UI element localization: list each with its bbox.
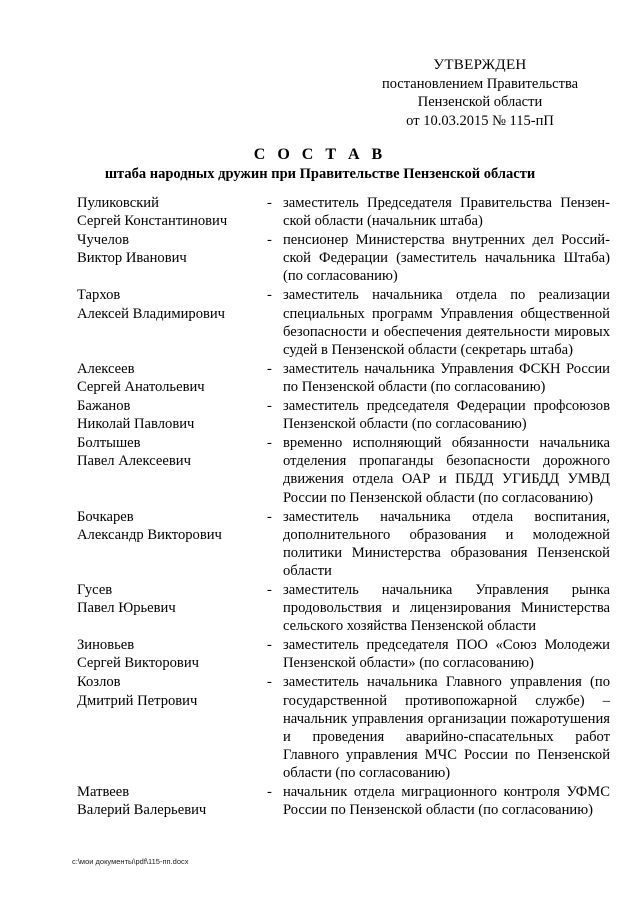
member-name: [77, 581, 267, 635]
member-name: [77, 636, 267, 672]
member-surname: Бажанов: [77, 398, 131, 415]
separator-dash: -: [267, 360, 272, 377]
member-name: [77, 360, 267, 396]
member-surname: Пуликовский: [77, 195, 159, 211]
member-given-names: Александр Викторович: [77, 526, 222, 543]
document-title: С О С Т А В: [253, 146, 387, 163]
member-position: временно исполняющий обязанности начальника отделения пропаганды безопасности дорожного движения отдела ОАР и ПБДД УГИБДД УМВД России по Пензенской области (по согласованию): [283, 435, 610, 506]
member-given-names: Алексей Владимирович: [77, 305, 226, 322]
member-row: [77, 360, 610, 396]
member-given-names: Сергей Анатольевич: [77, 378, 205, 395]
separator-dash: -: [267, 435, 272, 452]
member-position: заместитель начальника отдела по реализации специальных программ Управления общественной безопасности и обеспечения деятельности мировых судей в Пензенской области (секретарь штаба): [283, 287, 610, 358]
separator-dash: -: [267, 581, 272, 598]
approval-line-1: постановлением Правительства: [381, 75, 579, 92]
member-surname: Алексеев: [77, 360, 135, 377]
member-row: [77, 194, 610, 230]
member-given-names: Валерий Валерьевич: [77, 802, 207, 819]
member-given-names: Дмитрий Петрович: [77, 692, 198, 709]
approval-line-3: от 10.03.2015 № 115-пП: [406, 112, 554, 129]
member-position: заместитель председателя ПОО «Союз Молодежи Пензенской области» (по согласованию): [283, 637, 610, 672]
member-row: [77, 783, 610, 819]
separator-dash: -: [267, 508, 272, 525]
separator-dash: -: [267, 398, 272, 415]
member-name: [77, 673, 267, 782]
member-row: [77, 397, 610, 433]
member-row: [77, 508, 610, 580]
document-heading: [0, 145, 640, 184]
separator-dash: -: [267, 674, 272, 691]
approval-line-2: Пензенской области: [417, 94, 543, 110]
file-path-footer: c:\мои документы\pdf\115-пп.docx: [72, 857, 189, 866]
member-position: заместитель председателя Федерации профсоюзов Пензенской области (по согласованию): [283, 398, 610, 433]
member-surname: Бочкарев: [77, 508, 134, 525]
members-list: [77, 194, 610, 820]
separator-dash: -: [267, 637, 272, 654]
member-surname: Тархов: [77, 287, 121, 304]
member-surname: Матвеев: [77, 784, 130, 800]
member-given-names: Николай Павлович: [77, 416, 195, 433]
member-row: [77, 286, 610, 358]
member-row: [77, 673, 610, 782]
member-name: [77, 194, 267, 230]
member-position: заместитель начальника Главного управления (по государственной противопожарной службе) – начальник управления организации пожаротушения и проведения аварийно-спасательных работ Главного управления МЧС России по Пензенской области (по согласованию): [283, 674, 610, 781]
member-row: [77, 231, 610, 285]
member-position: заместитель начальника Управления ФСКН России по Пензенской области (по согласованию): [283, 360, 610, 395]
member-position: заместитель начальника отдела воспитания, дополнительного образования и молодежной политики Министерства образования Пензенской области: [283, 508, 610, 579]
member-given-names: Павел Юрьевич: [77, 600, 176, 617]
member-given-names: Сергей Викторович: [77, 655, 199, 672]
separator-dash: -: [267, 195, 272, 211]
member-surname: Гусев: [77, 581, 113, 598]
member-position: начальник отдела миграционного контроля УФМС России по Пензенской области (по согласованию): [283, 784, 610, 819]
separator-dash: -: [267, 287, 272, 304]
member-name: [77, 397, 267, 433]
separator-dash: -: [267, 784, 272, 800]
member-name: [77, 434, 267, 506]
member-row: [77, 434, 610, 506]
member-given-names: Павел Алексеевич: [77, 453, 191, 470]
member-row: [77, 581, 610, 635]
member-given-names: Сергей Константинович: [77, 213, 228, 230]
member-surname: Козлов: [77, 674, 121, 691]
member-given-names: Виктор Иванович: [77, 250, 187, 267]
separator-dash: -: [267, 232, 272, 249]
approval-block: [360, 56, 600, 130]
member-position: заместитель Председателя Правительства Пензенской области (начальник штаба): [283, 195, 610, 230]
member-row: [77, 636, 610, 672]
member-name: [77, 783, 267, 819]
member-surname: Болтышев: [77, 435, 141, 452]
member-surname: Чучелов: [77, 232, 130, 249]
member-name: [77, 286, 267, 358]
member-surname: Зиновьев: [77, 637, 135, 654]
document-subtitle: штаба народных дружин при Правительстве Пензенской области: [104, 166, 536, 182]
member-position: пенсионер Министерства внутренних дел Российской Федерации (заместитель начальника Штаба) (по согласованию): [283, 232, 610, 285]
approval-title: УТВЕРЖДЕН: [433, 57, 527, 73]
member-name: [77, 508, 267, 580]
member-name: [77, 231, 267, 285]
member-position: заместитель начальника Управления рынка продовольствия и лицензирования Министерства сельского хозяйства Пензенской области: [283, 581, 610, 635]
